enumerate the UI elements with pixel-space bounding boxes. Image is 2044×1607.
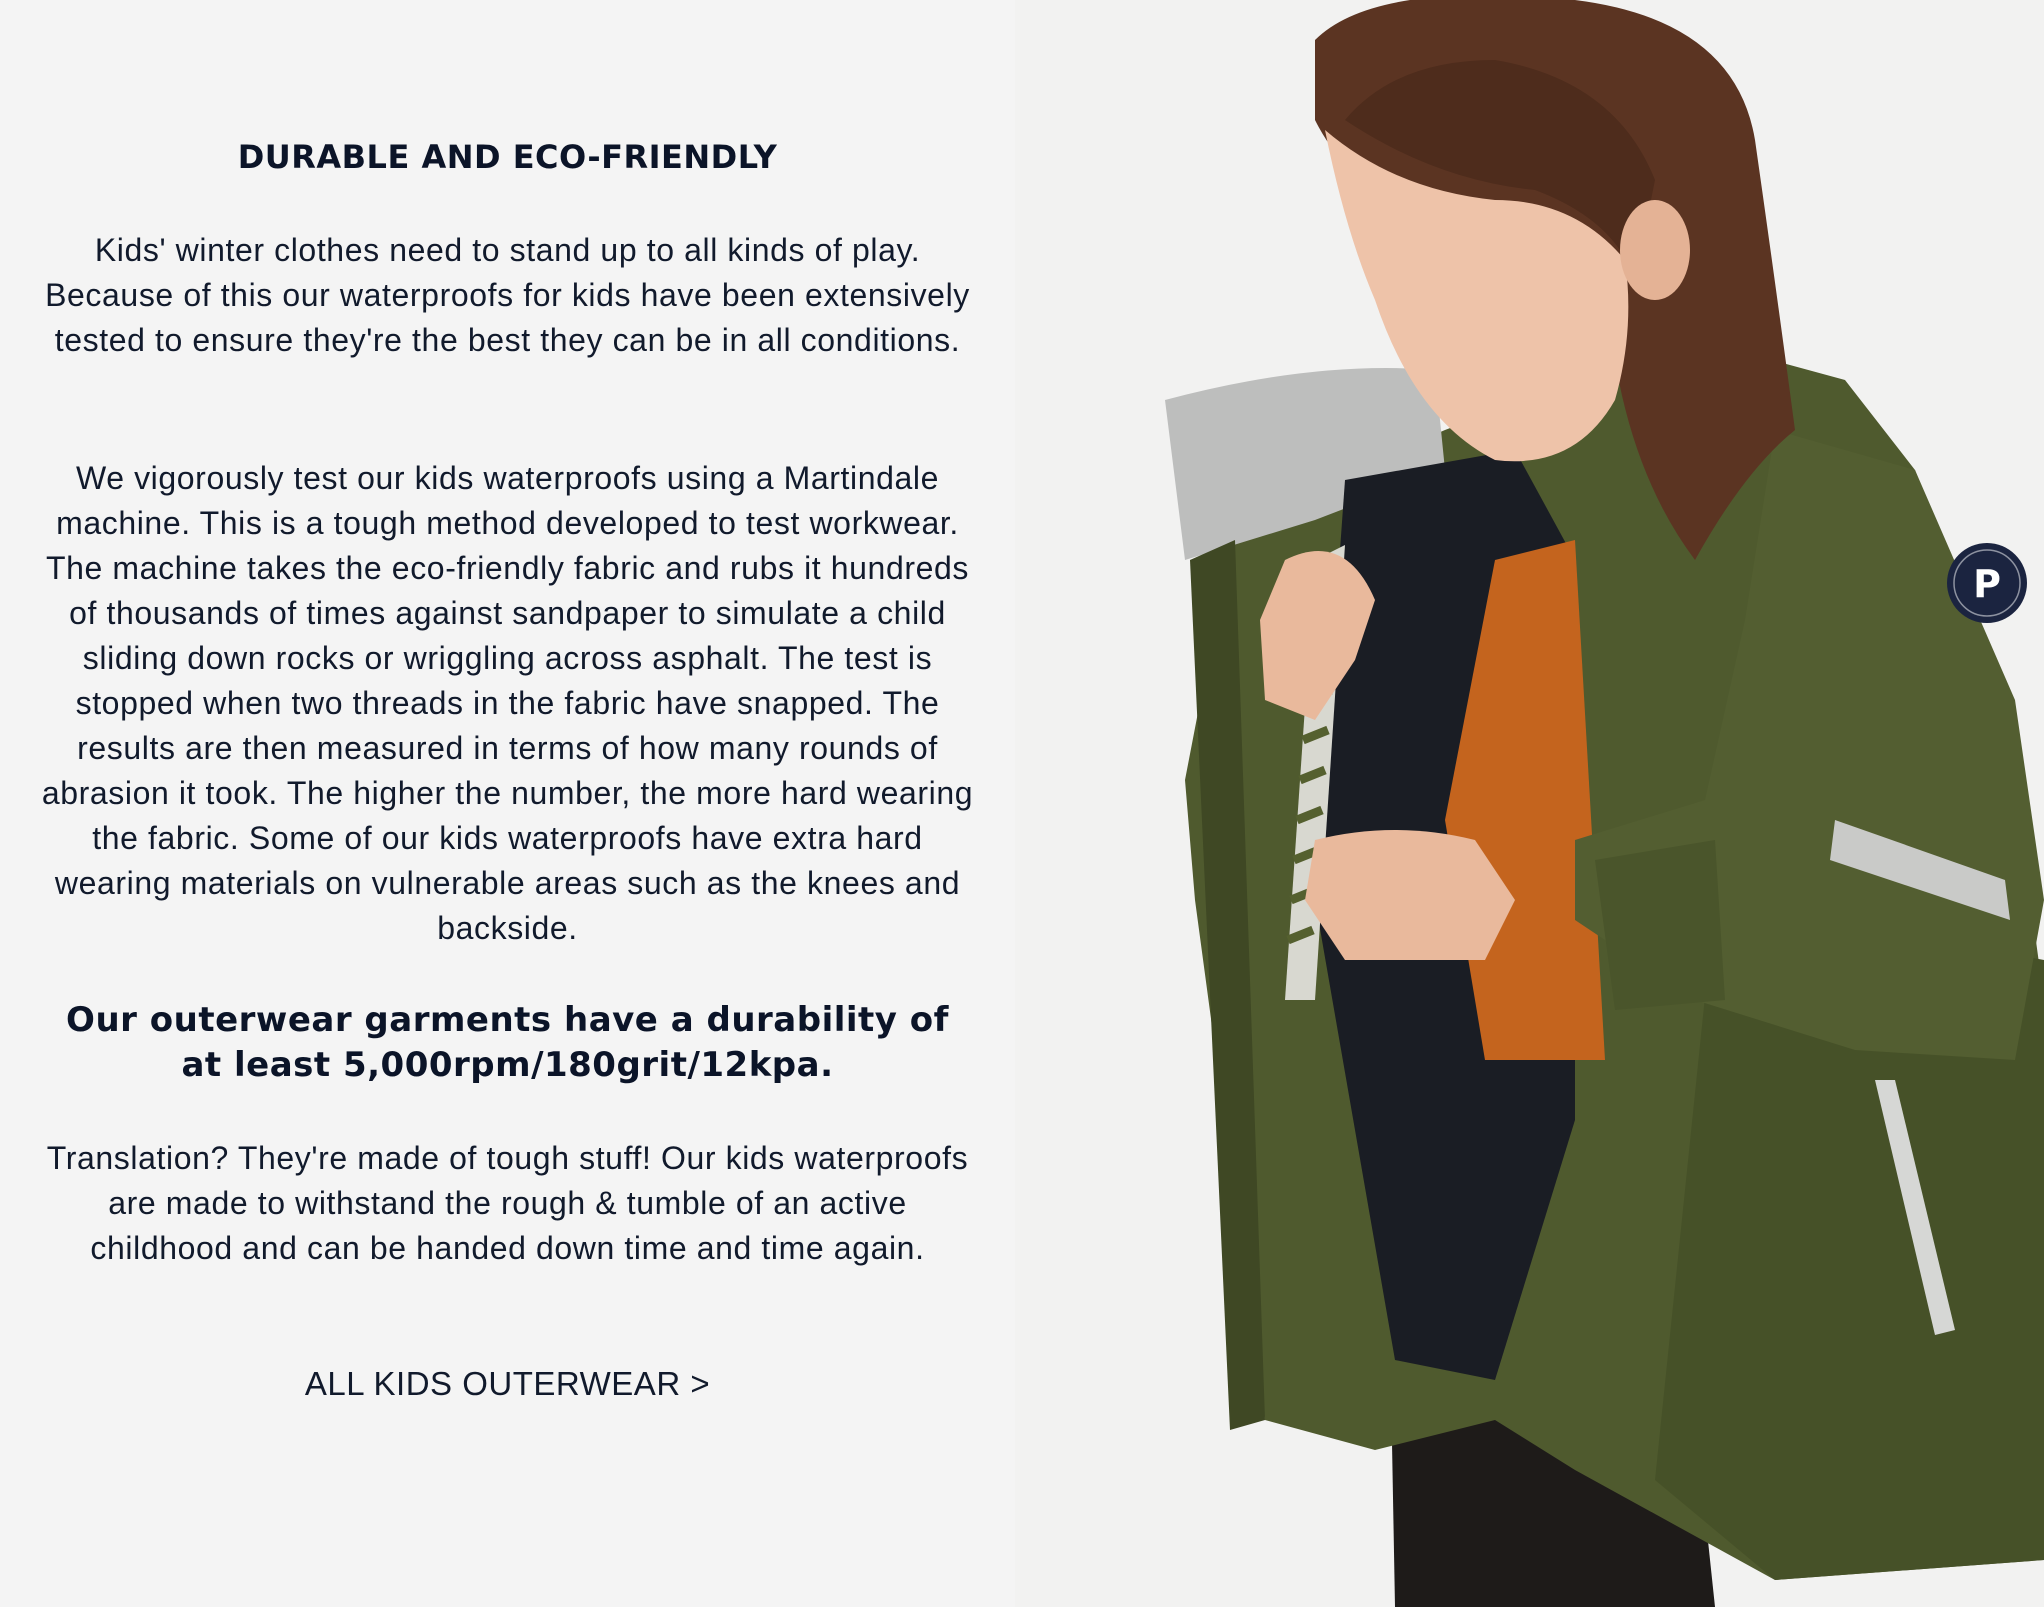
- brand-badge: [1947, 543, 2027, 623]
- durability-highlight: Our outerwear garments have a durability of at least 5,000rpm/180grit/12kpa.: [66, 1000, 949, 1085]
- testing-paragraph: We vigorously test our kids waterproofs using a Martindale machine. This is a tough method developed to test workwear. The machine takes the eco-friendly fabric and rubs it hundreds of thousands of times against sandpaper to simulate a child sliding down rocks or wriggling across asphalt. The test is stopped when two threads in the fabric have snapped. The results are then measured in terms of how many rounds of abrasion it took. The higher the number, the more hard wearing the fabric. Some of our kids waterproofs have extra hard wearing materials on vulnerable areas such as the knees and backside.: [41, 460, 974, 946]
- badge-letter: P: [1973, 562, 2001, 606]
- product-photo: [1015, 0, 2044, 1607]
- all-kids-outerwear-link[interactable]: ALL KIDS OUTERWEAR >: [304, 1365, 711, 1402]
- translation-paragraph: Translation? They're made of tough stuff! Our kids waterproofs are made to withstand the rough & tumble of an active childhood and can be handed down time and time again.: [46, 1140, 969, 1266]
- text-column: [0, 0, 1015, 1607]
- child-jacket-illustration: [1015, 0, 2044, 1607]
- section-heading: DURABLE AND ECO-FRIENDLY: [237, 138, 778, 176]
- intro-paragraph: Kids' winter clothes need to stand up to all kinds of play. Because of this our waterproofs for kids have been extensively tested to ensure they're the best they can be in all conditions.: [45, 232, 970, 358]
